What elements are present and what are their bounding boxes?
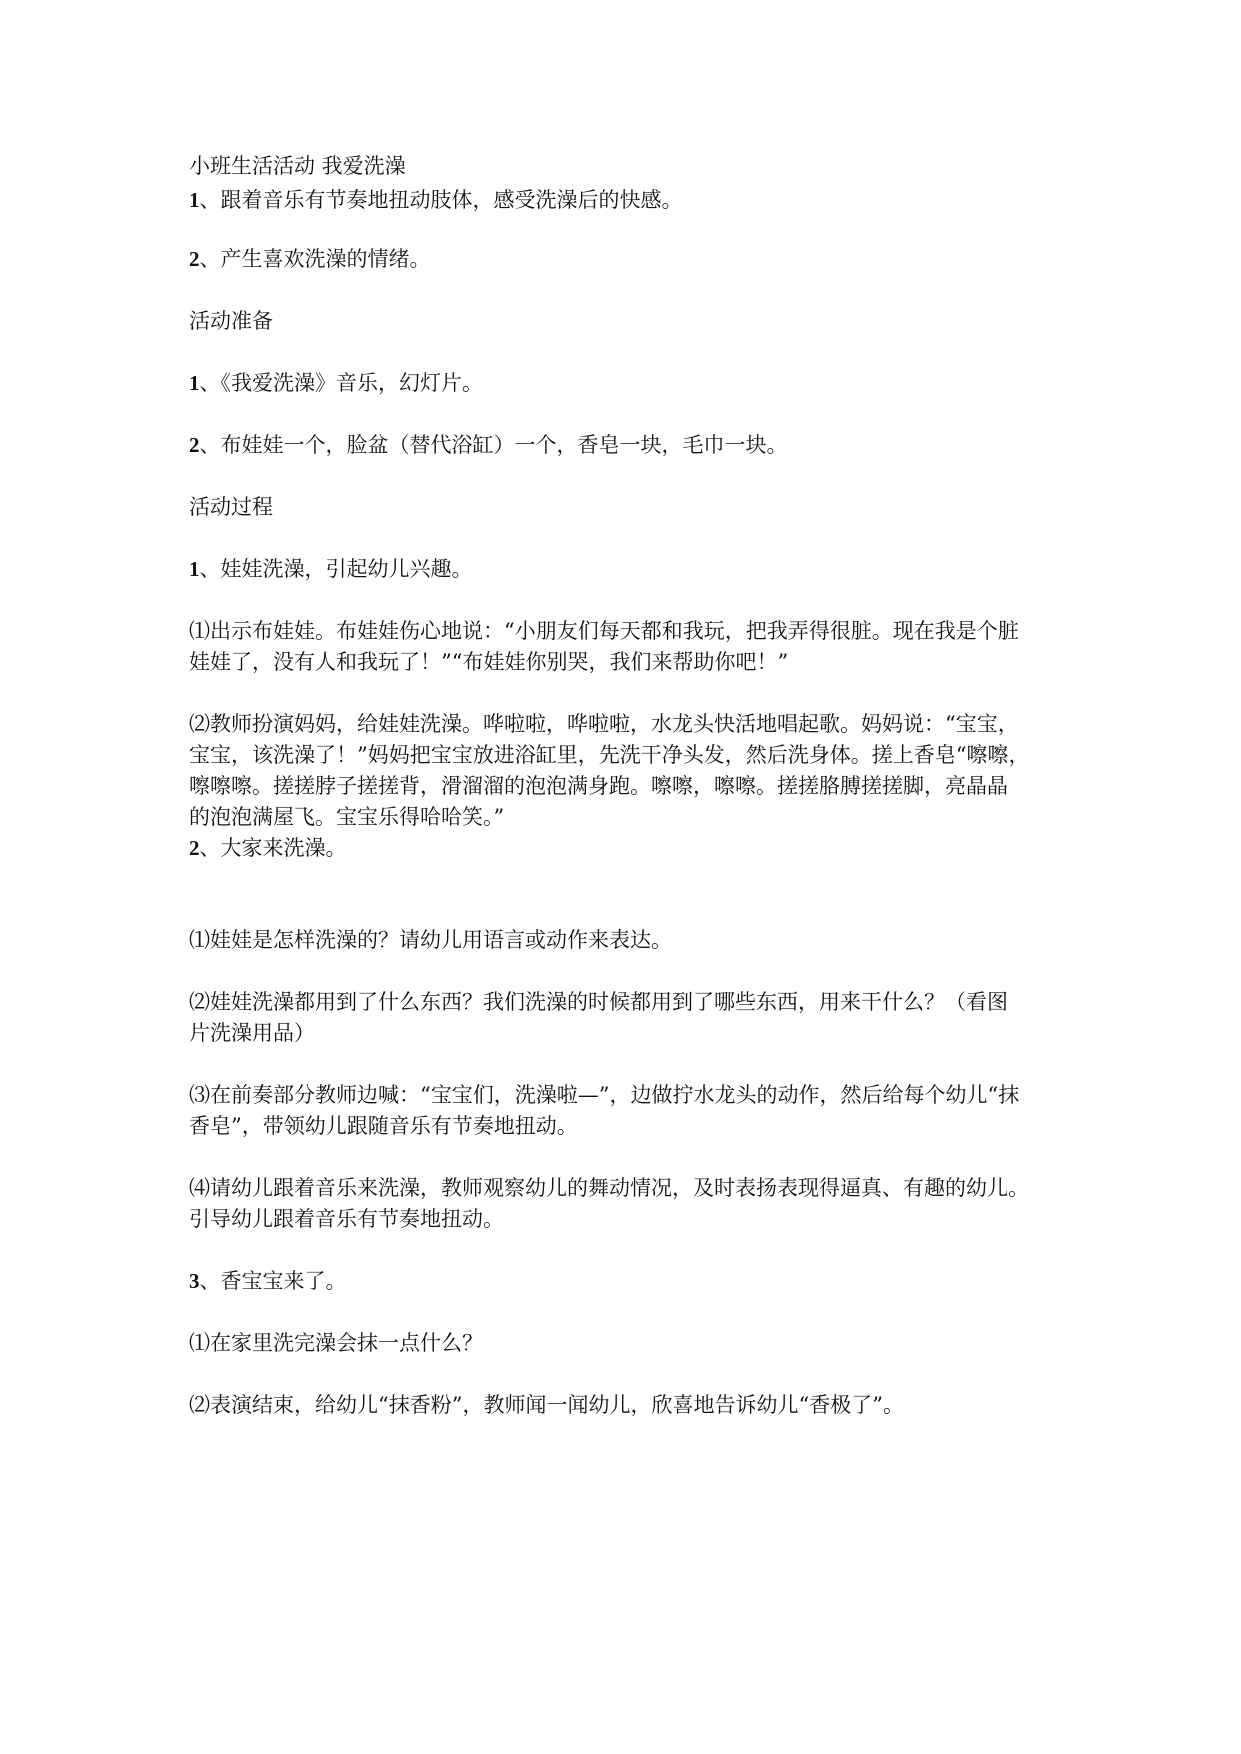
section-2-heading [189,833,1069,864]
paragraph-line: 引导幼儿跟着音乐有节奏地扭动。 [189,1207,504,1231]
prep-text: 《我爱洗澡》音乐，幻灯片。 [220,371,483,395]
paragraph-line: ⑷请幼儿跟着音乐来洗澡，教师观察幼儿的舞动情况，及时表扬表现得逼真、有趣的幼儿。 [189,1176,1029,1200]
section-3-item-2 [189,1390,1069,1421]
section-1-item-1 [189,616,1069,678]
paragraph-line: 香皂”，带领幼儿跟随音乐有节奏地扭动。 [189,1114,578,1138]
section-separator: 、 [199,557,221,581]
goal-text: 跟着音乐有节奏地扭动肢体，感受洗澡后的快感。 [220,188,683,212]
process-heading: 活动过程 [189,495,273,519]
goal-item-1 [189,185,1069,216]
paragraph-line: 宝宝，该洗澡了！”妈妈把宝宝放进浴缸里，先洗干净头发，然后洗身体。搓上香皂“嚓嚓， [189,743,1030,767]
section-number: 2 [189,836,200,860]
section-3-heading [189,1266,1069,1297]
section-number: 1 [189,557,200,581]
section-text: 香宝宝来了。 [220,1269,347,1293]
paragraph-line: ⑶在前奏部分教师边喊：“宝宝们，洗澡啦—”，边做拧水龙头的动作，然后给每个幼儿“抹 [189,1083,1020,1107]
section-separator: 、 [199,1269,221,1293]
document-title: 小班生活活动 我爱洗澡 [189,154,406,178]
section-2-item-2 [189,987,1069,1049]
paragraph-line: 片洗澡用品） [189,1021,315,1045]
goal-number: 1 [189,188,200,212]
paragraph-line: ⑴娃娃是怎样洗澡的？请幼儿用语言或动作来表达。 [189,928,672,952]
section-2-item-3 [189,1080,1069,1142]
section-2-item-4 [189,1173,1069,1235]
goal-text: 产生喜欢洗澡的情绪。 [220,247,431,271]
section-3-item-1 [189,1328,1069,1359]
prep-text: 布娃娃一个，脸盆（替代浴缸）一个，香皂一块，毛巾一块。 [220,433,788,457]
goal-separator: 、 [199,188,221,212]
paragraph-line: 娃娃了，没有人和我玩了！”“布娃娃你别哭，我们来帮助你吧！” [189,650,789,674]
section-number: 3 [189,1269,200,1293]
paragraph-line: ⑵教师扮演妈妈，给娃娃洗澡。哗啦啦，哗啦啦，水龙头快活地唱起歌。妈妈说：“宝宝， [189,712,1019,736]
prep-item-2 [189,430,1069,461]
prep-separator: 、 [199,371,221,395]
paragraph-line: ⑴出示布娃娃。布娃娃伤心地说：“小朋友们每天都和我玩，把我弄得很脏。现在我是个脏 [189,619,1019,643]
paragraph-line: 的泡泡满屋飞。宝宝乐得哈哈笑。” [189,805,505,829]
document-body [189,151,1069,1421]
prep-number: 1 [189,371,200,395]
paragraph-line: ⑵表演结束，给幼儿“抹香粉”，教师闻一闻幼儿，欣喜地告诉幼儿“香极了”。 [189,1393,904,1417]
prep-heading: 活动准备 [189,309,273,333]
paragraph-line: 嚓嚓嚓。搓搓脖子搓搓背，滑溜溜的泡泡满身跑。嚓嚓，嚓嚓。搓搓胳膊搓搓脚，亮晶晶 [189,774,1008,798]
goal-item-2 [189,244,1069,275]
section-text: 娃娃洗澡，引起幼儿兴趣。 [220,557,473,581]
prep-separator: 、 [199,433,221,457]
paragraph-line: ⑴在家里洗完澡会抹一点什么？ [189,1331,483,1355]
section-2-item-1 [189,925,1069,956]
prep-number: 2 [189,433,200,457]
goal-separator: 、 [199,247,221,271]
section-text: 大家来洗澡。 [220,836,347,860]
goal-number: 2 [189,247,200,271]
section-separator: 、 [199,836,221,860]
section-1-heading [189,554,1069,585]
section-1-item-2 [189,709,1069,833]
prep-item-1 [189,368,1069,399]
paragraph-line: ⑵娃娃洗澡都用到了什么东西？我们洗澡的时候都用到了哪些东西，用来干什么？（看图 [189,990,1008,1014]
